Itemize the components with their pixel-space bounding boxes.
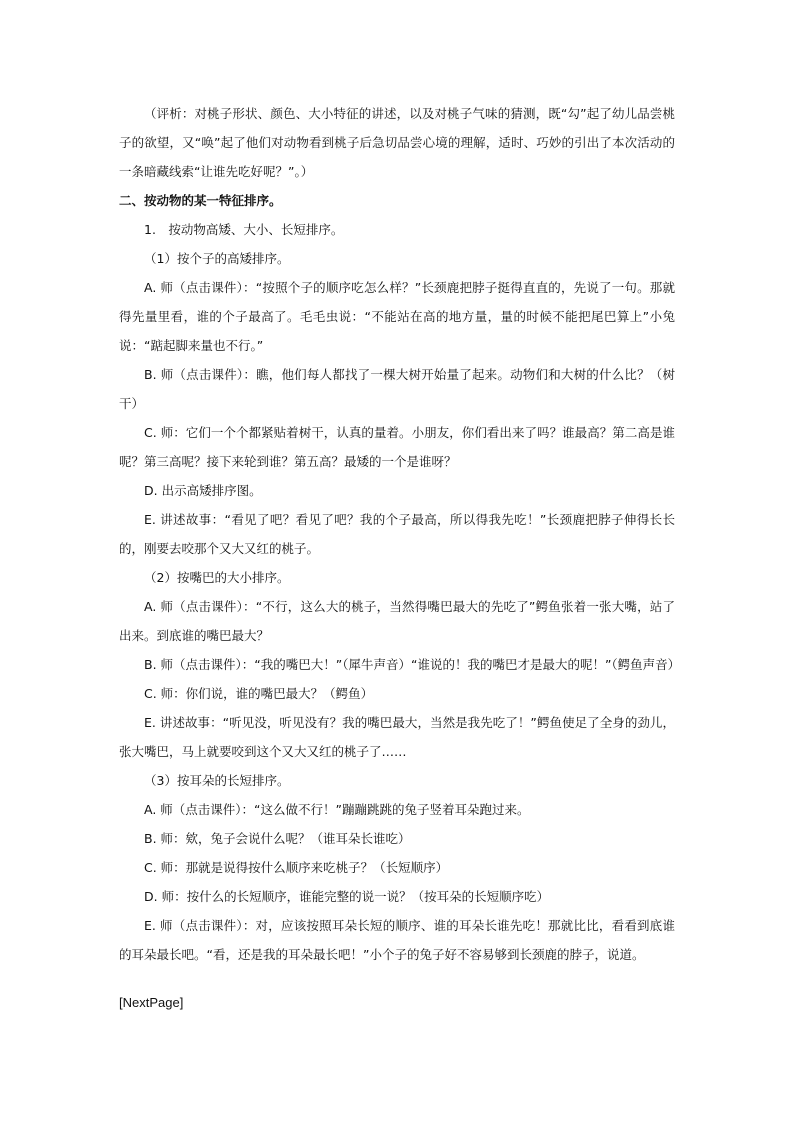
paragraph-ears-b: B. 师：欸，兔子会说什么呢？（谁耳朵长谁吃） xyxy=(144,831,411,846)
next-page-marker: [NextPage] xyxy=(119,995,184,1010)
subsection-title-mouth: （2）按嘴巴的大小排序。 xyxy=(144,570,290,585)
paragraph-height-e: E. 讲述故事：“看见了吧？看见了吧？我的个子最高，所以得我先吃！”长颈鹿把脖子伸得长长的，刚要去咬那个又大又红的桃子。 xyxy=(119,512,675,556)
section-heading: 二、按动物的某一特征排序。 xyxy=(119,193,282,208)
paragraph-mouth-c: C. 师：你们说，谁的嘴巴最大？（鳄鱼） xyxy=(144,686,374,701)
paragraph-ears-d: D. 师：按什么的长短顺序，谁能完整的说一说？（按耳朵的长短顺序吃） xyxy=(144,889,550,904)
paragraph-height-c: C. 师：它们一个个都紧贴着树干，认真的量着。小朋友，你们看出来了吗？谁最高？第二高是谁呢？第三高呢？接下来轮到谁？第五高？最矮的一个是谁呀？ xyxy=(119,425,675,469)
subsection-title-ears: （3）按耳朵的长短排序。 xyxy=(144,773,290,788)
paragraph-height-a: A. 师（点击课件）：“按照个子的顺序吃怎么样？”长颈鹿把脖子挺得直直的，先说了一句。那就得先量里看，谁的个子最高了。毛毛虫说：“不能站在高的地方量，量的时候不能把尾巴算上”小兔说：“踮起脚来量也不行。” xyxy=(119,280,675,353)
document-body xyxy=(119,99,681,1030)
paragraph-ears-a: A. 师（点击课件）：“这么做不行！”蹦蹦跳跳的兔子竖着耳朵跑过来。 xyxy=(144,802,530,817)
commentary-paragraph: （评析：对桃子形状、颜色、大小特征的讲述，以及对桃子气味的猜测，既“勾”起了幼儿品尝桃子的欲望，又“唤”起了他们对动物看到桃子后急切品尝心境的理解，适时、巧妙的引出了本次活动的一条暗藏线索“让谁先吃好呢？”。） xyxy=(119,106,675,179)
list-item-1: 1. 按动物高矮、大小、长短排序。 xyxy=(144,222,344,237)
paragraph-ears-c: C. 师：那就是说得按什么顺序来吃桃子？（长短顺序） xyxy=(144,860,449,875)
paragraph-ears-e: E. 师（点击课件）：对，应该按照耳朵长短的顺序、谁的耳朵长谁先吃！那就比比，看看到底谁的耳朵最长吧。“看，还是我的耳朵最长吧！”小个子的兔子好不容易够到长颈鹿的脖子，说道。 xyxy=(119,918,675,962)
paragraph-height-b: B. 师（点击课件）：瞧，他们每人都找了一棵大树开始量了起来。动物们和大树的什么比？（树干） xyxy=(119,367,675,411)
paragraph-mouth-b: B. 师（点击课件）：“我的嘴巴大！”（犀牛声音）“谁说的！我的嘴巴才是最大的呢！”（鳄鱼声音） xyxy=(144,657,681,672)
paragraph-mouth-a: A. 师（点击课件）：“不行，这么大的桃子，当然得嘴巴最大的先吃了”鳄鱼张着一张大嘴，站了出来。到底谁的嘴巴最大？ xyxy=(119,599,675,643)
paragraph-mouth-e: E. 讲述故事：“听见没，听见没有？我的嘴巴最大，当然是我先吃了！”鳄鱼使足了全身的劲儿，张大嘴巴，马上就要咬到这个又大又红的桃子了…… xyxy=(119,715,675,759)
subsection-title-height: （1）按个子的高矮排序。 xyxy=(144,251,290,266)
paragraph-height-d: D. 出示高矮排序图。 xyxy=(144,483,262,498)
